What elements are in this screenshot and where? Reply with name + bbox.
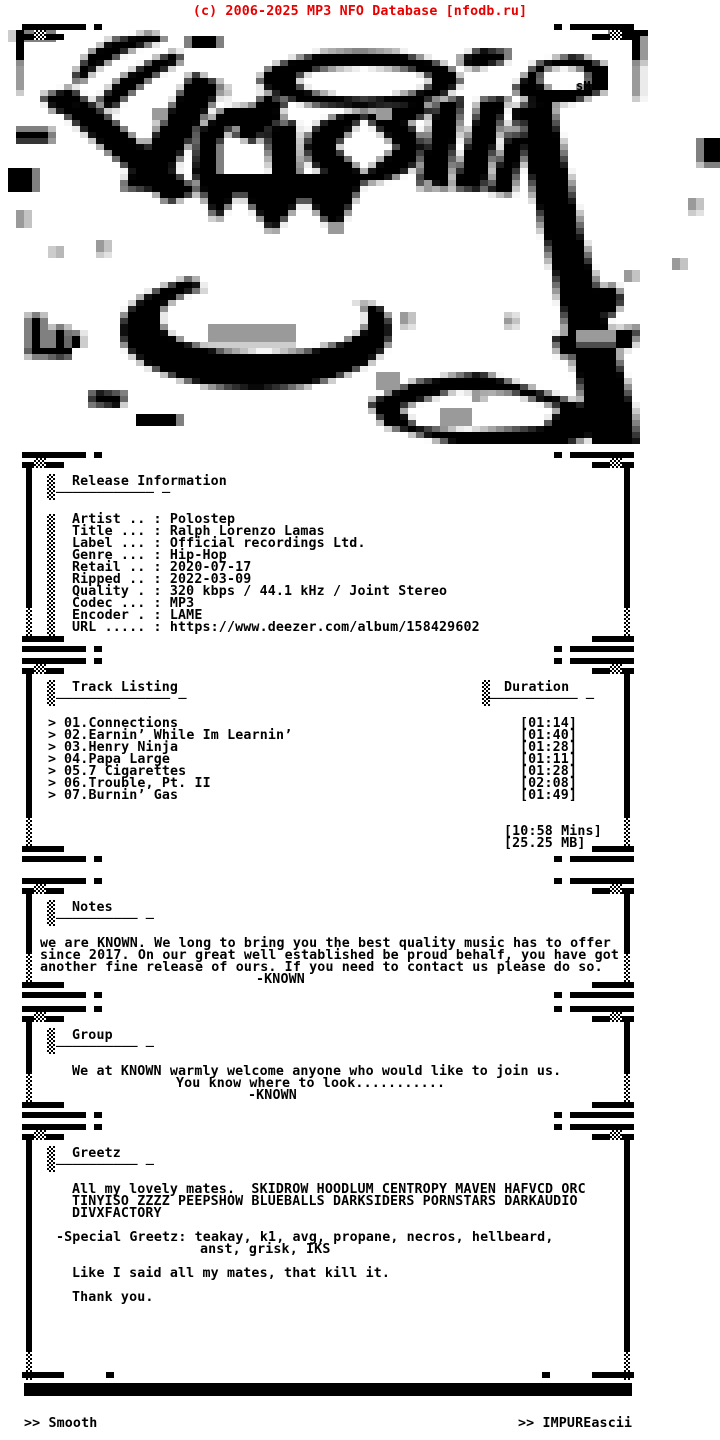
box-border-deco [592,1372,634,1378]
box-border-deco [26,954,32,982]
field-label: Genre ... [72,548,146,563]
field-label: Quality . [72,584,146,599]
special-greetz-line: anst, grisk, IKS [200,1242,331,1257]
box-border-deco [570,646,634,652]
box-border-deco [22,452,86,458]
section-title: Notes [72,900,113,915]
box-border-deco [624,1134,630,1380]
box-border-deco [94,1112,102,1118]
footer-artist-credit: >> Smooth [24,1416,98,1431]
field-value: 320 kbps / 44.1 kHz / Joint Stereo [169,584,448,599]
title-dither-strip [47,680,55,706]
section-underline: ────────── ─ [56,912,154,927]
group-line: We at KNOWN warmly welcome anyone who would like to join us. [72,1064,562,1079]
box-border-deco [610,458,622,468]
box-border-deco [22,1102,64,1108]
field-separator: : [145,512,170,527]
box-border-deco [34,30,46,40]
box-border-deco [26,1074,32,1102]
notes-box [16,878,640,998]
title-dither-strip [47,1146,55,1172]
field-value: Polostep [169,512,236,527]
field-separator: : [145,572,170,587]
box-border-deco [592,846,634,852]
field-label: Title ... [72,524,146,539]
box-border-deco [94,658,102,664]
box-border-deco [570,878,634,884]
box-border-deco [570,1124,634,1130]
box-border-deco [554,646,562,652]
track-row [16,790,640,802]
group-line: -KNOWN [248,1088,297,1103]
field-label: Ripped .. [72,572,146,587]
notes-signature: -KNOWN [256,972,305,987]
release-info-box [16,452,640,652]
box-border-deco [34,1130,46,1140]
box-border-deco [94,646,102,652]
track-name: 01.Connections [64,716,179,731]
section-title: Group [72,1028,113,1043]
box-border-deco [94,878,102,884]
title-dither-strip [47,1028,55,1054]
group-box [16,1006,640,1118]
box-border-deco [592,982,634,988]
field-label: Codec ... [72,596,146,611]
duration-column-title: Duration [504,680,570,695]
box-border-deco [554,1006,562,1012]
title-dither-strip [47,900,55,926]
track-bullet: > [48,728,57,743]
box-border-deco [554,1124,562,1130]
track-bullet: > [48,764,57,779]
box-border-deco [34,1012,46,1022]
box-border-deco [610,1130,622,1140]
section-title: Release Information [72,474,227,489]
track-duration: [01:40] [520,728,578,743]
track-duration: [01:14] [520,716,578,731]
field-separator: : [145,560,170,575]
field-dither-strip [47,514,55,636]
box-border-deco [34,884,46,894]
field-value: MP3 [169,596,195,611]
greetz-box [16,1124,640,1396]
box-border-deco [624,954,630,982]
box-border-deco [22,846,64,852]
box-border-deco [610,664,622,674]
greetz-line: All my lovely mates. SKIDROW HOODLUM CENTROPY MAVEN HAFVCD ORC [72,1182,586,1197]
field-value: https://www.deezer.com/album/158429602 [169,620,480,635]
box-border-deco [554,658,562,664]
box-border-deco [570,658,634,664]
special-greetz-line: -Special Greetz: teakay, k1, avg, propane, necros, hellbeard, [56,1230,554,1245]
track-name: 05.7 Cigarettes [64,764,187,779]
box-border-deco [22,636,64,642]
field-label: Artist .. [72,512,146,527]
header-copyright: (c) 2006-2025 MP3 NFO Database [nfodb.ru] [192,4,528,19]
box-border-deco [542,1372,550,1378]
box-border-deco [610,884,622,894]
box-border-deco [94,1006,102,1012]
total-size: [25.25 MB] [504,836,586,851]
logo-box-border [16,24,640,70]
box-border-deco [554,1112,562,1118]
field-row [72,622,480,634]
box-border-deco [94,24,102,30]
box-border-deco [94,856,102,862]
track-duration: [02:08] [520,776,578,791]
track-bullet: > [48,788,57,803]
field-separator: : [145,596,170,611]
box-border-deco [624,608,630,636]
field-value: 2020-07-17 [169,560,252,575]
track-listing-box [16,658,640,862]
duration-underline: ─────────── ─ [488,692,595,707]
box-border-deco [22,24,86,30]
track-duration: [01:28] [520,764,578,779]
box-border-deco [610,1012,622,1022]
track-duration: [01:28] [520,740,578,755]
section-underline: ────────── ─ [56,1158,154,1173]
group-line: You know where to look........... [176,1076,446,1091]
field-value: LAME [169,608,203,623]
box-border-deco [592,1102,634,1108]
field-value: Official recordings Ltd. [169,536,366,551]
track-duration: [01:49] [520,788,578,803]
section-underline: ──────────── ─ [56,486,171,501]
box-border-deco [22,1372,64,1378]
field-label: Retail .. [72,560,146,575]
box-border-deco [22,1112,86,1118]
box-border-deco [22,982,64,988]
field-separator: : [145,524,170,539]
field-label: URL ..... [72,620,146,635]
box-border-deco [22,1006,86,1012]
track-bullet: > [48,776,57,791]
track-bullet: > [48,740,57,755]
known-logo-canvas [0,30,720,444]
field-separator: : [145,548,170,563]
field-value: Hip-Hop [169,548,227,563]
box-border-deco [24,1383,632,1396]
box-border-deco [94,992,102,998]
box-border-deco [26,1134,32,1380]
box-border-deco [26,818,32,846]
box-border-deco [554,992,562,998]
box-border-deco [22,646,86,652]
box-border-deco [570,1006,634,1012]
section-title: Track Listing [72,680,179,695]
track-name: 07.Burnin’ Gas [64,788,179,803]
box-border-deco [570,992,634,998]
footer-ascii-credit: >> IMPUREascii [518,1416,633,1431]
box-border-deco [94,452,102,458]
field-value: Ralph Lorenzo Lamas [169,524,325,539]
notes-line: another fine release of ours. If you need to contact us please do so. [40,960,603,975]
special-greetz-lines [16,1232,640,1256]
track-name: 04.Papa Large [64,752,171,767]
release-fields [72,514,480,634]
track-rows [16,718,640,802]
greetz-mates-lines [72,1184,586,1220]
box-border-deco [570,856,634,862]
box-border-deco [570,1112,634,1118]
track-name: 03.Henry Ninja [64,740,179,755]
section-title: Greetz [72,1146,121,1161]
box-border-deco [22,856,86,862]
field-separator: : [145,608,170,623]
box-border-deco [34,458,46,468]
track-duration: [01:11] [520,752,578,767]
box-border-deco [554,452,562,458]
box-border-deco [570,24,634,30]
track-bullet: > [48,752,57,767]
notes-line: since 2017. On our great well established be proud behalf, you have got [40,948,620,963]
box-border-deco [592,636,634,642]
box-border-deco [34,664,46,674]
box-border-deco [610,30,622,40]
greetz-like-line: Like I said all my mates, that kill it. [72,1266,391,1281]
box-border-deco [22,1124,86,1130]
field-separator: : [145,584,170,599]
field-separator: : [145,536,170,551]
box-border-deco [554,24,562,30]
section-underline: ────────────── ─ [56,692,187,707]
greetz-line: DIVXFACTORY [72,1206,162,1221]
greetz-thanks-line: Thank you. [72,1290,154,1305]
box-border-deco [22,878,86,884]
total-time: [10:58 Mins] [504,824,602,839]
box-border-deco [554,856,562,862]
field-value: 2022-03-09 [169,572,252,587]
box-border-deco [554,878,562,884]
section-underline: ────────── ─ [56,1040,154,1055]
box-border-deco [624,818,630,846]
title-dither-strip [47,474,55,500]
notes-lines [40,938,619,974]
box-border-deco [624,1074,630,1102]
greetz-line: TINYISO ZZZZ PEEPSHOW BLUEBALLS DARKSIDERS PORNSTARS DARKAUDIO [72,1194,578,1209]
track-bullet: > [48,716,57,731]
group-lines [16,1066,640,1102]
box-border-deco [570,452,634,458]
box-border-deco [94,1124,102,1130]
track-name: 02.Earnin’ While Im Learnin’ [64,728,293,743]
box-border-deco [22,992,86,998]
box-border-deco [106,1372,114,1378]
known-logo-signature: sM [576,79,591,93]
field-label: Label ... [72,536,146,551]
box-border-deco [26,608,32,636]
box-border-deco [22,658,86,664]
track-name: 06.Trouble, Pt. II [64,776,211,791]
field-label: Encoder . [72,608,146,623]
field-separator: : [145,620,170,635]
notes-line: we are KNOWN. We long to bring you the best quality music has to offer [40,936,611,951]
